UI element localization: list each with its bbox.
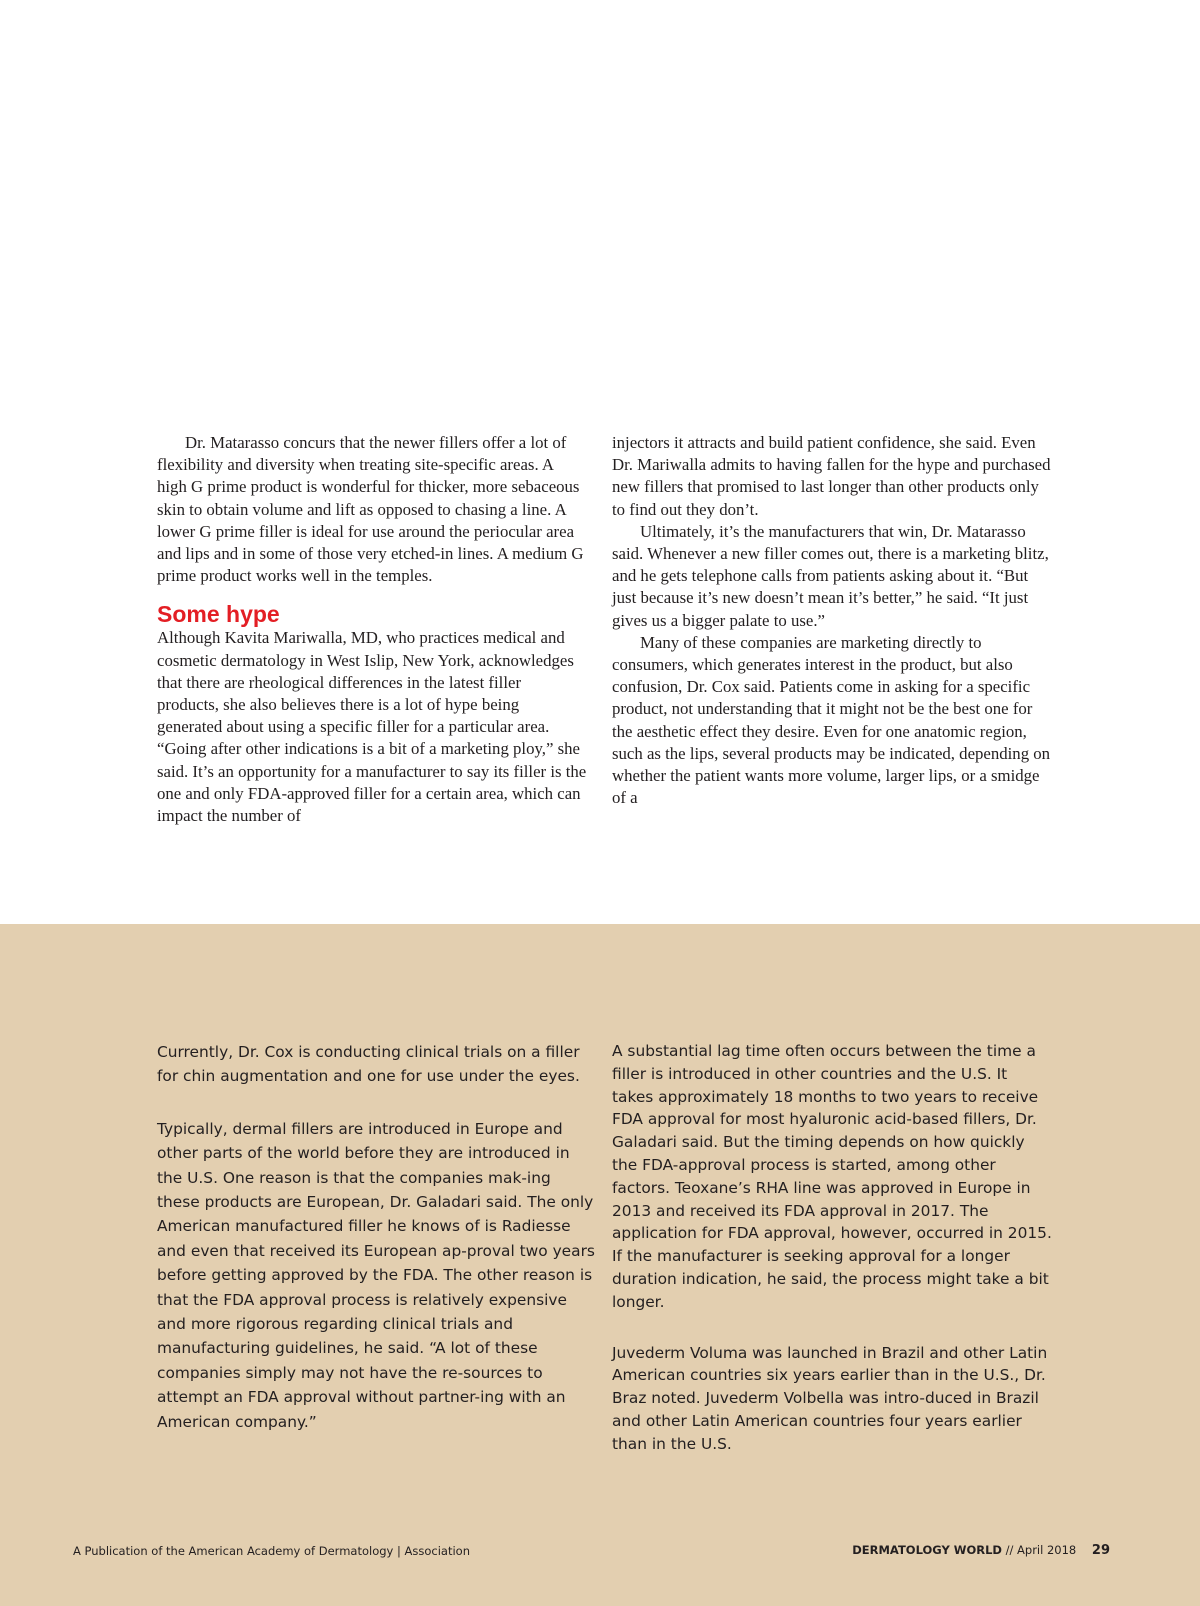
blank-header-area	[0, 0, 1200, 420]
article-right-column	[612, 432, 1052, 809]
footer-publisher: A Publication of the American Academy of Dermatology | Association	[73, 1544, 471, 1558]
sidebar-paragraph: Currently, Dr. Cox is conducting clinical trials on a filler for chin augmentation and one for use under the eyes.	[157, 1043, 580, 1086]
article-paragraph: injectors it attracts and build patient confidence, she said. Even Dr. Mariwalla admits to having fallen for the hype and purchased new fillers that promised to last longer than other products only to find out they don’t.	[612, 433, 1051, 519]
article-paragraph: Dr. Matarasso concurs that the newer fillers offer a lot of flexibility and diversity when treating site-specific areas. A high G prime product is wonderful for thicker, more sebaceous skin to obtain volume and lift as opposed to chasing a line. A lower G prime filler is ideal for use around the periocular area and lips and in some of those very etched-in lines. A medium G prime product works well in the temples.	[157, 433, 584, 586]
page-number: 29	[1091, 1543, 1110, 1558]
publication-name: DERMATOLOGY WORLD	[852, 1543, 1002, 1557]
footer-folio	[852, 1543, 1110, 1558]
sidebar-right-column	[612, 1040, 1052, 1484]
section-heading: Some hype	[157, 601, 280, 628]
sidebar-left-column	[157, 1040, 597, 1462]
sidebar-paragraph: Juvederm Voluma was launched in Brazil and other Latin American countries six years earlier than in the U.S., Dr. Braz noted. Juvederm Volbella was intro-duced in Brazil and other Latin American countries four years earlier than in the U.S.	[612, 1343, 1048, 1453]
issue-date: // April 2018	[1005, 1543, 1077, 1557]
article-paragraph: Although Kavita Mariwalla, MD, who practices medical and cosmetic dermatology in West Islip, New York, acknowledges that there are rheological differences in the latest filler products, she also believes there is a lot of hype being generated about using a specific filler for a particular area. “Going after other indications is a bit of a marketing ploy,” she said. It’s an opportunity for a manufacturer to say its filler is the one and only FDA-approved filler for a certain area, which can impact the number of	[157, 628, 587, 826]
sidebar-paragraph: A substantial lag time often occurs between the time a filler is introduced in other countries and the U.S. It takes approximately 18 months to two years to receive FDA approval for most hyaluronic acid-based fillers, Dr. Galadari said. But the timing depends on how quickly the FDA-approval process is started, among other factors. Teoxane’s RHA line was approved in Europe in 2013 and received its FDA approval in 2017. The application for FDA approval, however, occurred in 2015. If the manufacturer is seeking approval for a longer duration indication, he said, the process might take a bit longer.	[612, 1042, 1052, 1311]
article-left-column	[157, 432, 587, 827]
sidebar-paragraph: Typically, dermal fillers are introduced in Europe and other parts of the world before they are introduced in the U.S. One reason is that the companies mak-ing these products are European, Dr. Galadari said. The only American manufactured filler he knows of is Radiesse and even that received its European ap-proval two years before getting approved by the FDA. The other reason is that the FDA approval process is relatively expensive and more rigorous regarding clinical trials and manufacturing guidelines, he said. “A lot of these companies simply may not have the re-sources to attempt an FDA approval without partner-ing with an American company.”	[157, 1119, 595, 1431]
article-paragraph: Many of these companies are marketing directly to consumers, which generates interest in the product, but also confusion, Dr. Cox said. Patients come in asking for a specific product, not understanding that it might not be the best one for the aesthetic effect they desire. Even for one anatomic region, such as the lips, several products may be indicated, depending on whether the patient wants more volume, larger lips, or a smidge of a	[612, 632, 1051, 808]
article-paragraph: Ultimately, it’s the manufacturers that win, Dr. Matarasso said. Whenever a new filler comes out, there is a marketing blitz, and he gets telephone calls from patients asking about it. “But just because it’s new doesn’t mean it’s better,” he said. “It just gives us a bigger palate to use.”	[612, 521, 1049, 630]
